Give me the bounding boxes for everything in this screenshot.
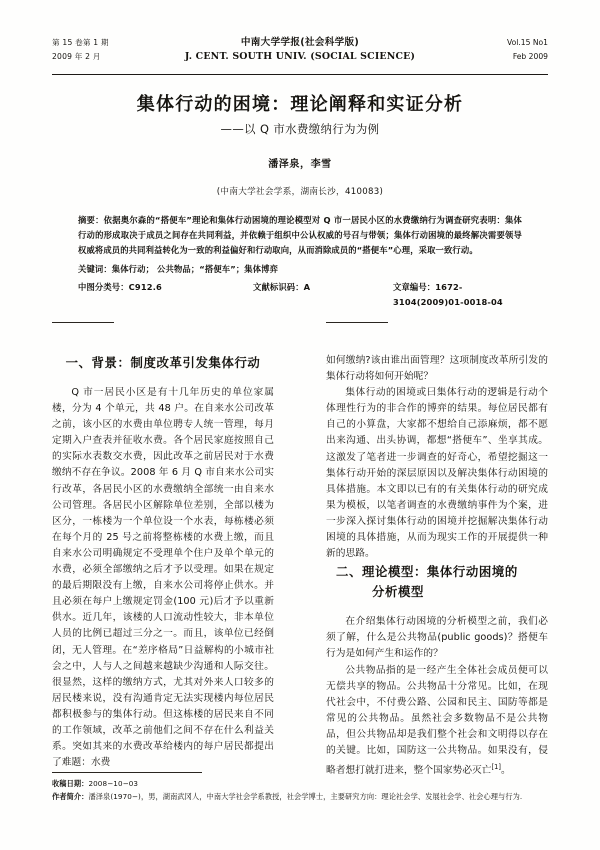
footnote-block [52,778,552,803]
author-bio-line [52,791,552,804]
section-heading-2-line1: 二、理论模型：集体行动困境的 [336,564,518,580]
author-list: 潘泽泉，李雪 [268,159,332,170]
issue-date-en: Feb 2009 [512,51,548,61]
paragraph: Q 市一居民小区是有十几年历史的单位家属楼，分为 4 个单元，共 48 户。在自来水公司改革之前，该小区的水费由单位聘专人统一管理，每月定期入户查表并征收水费。各个居民家庭按照自己的实际水表数交水费，因此改革之前居民对于水费缴纳不存在争议。2008 年 6 月 Q 市自来水公司实行改革，各居民小区的水费缴纳全部统一由自来水公司管理。各居民小区解除单位差别，全部以楼为区分，一栋楼为一个单位设一个水表，每栋楼必须在每个月的 25 号之前将整栋楼的水费上缴，而且自来水公司明确规定不受理单个住户及单个单元的水费，必须全部缴纳之后才予以受理。如果在规定的最后期限没有上缴，自来水公司将停止供水。并且必须在每户上缴规定罚金(100 元)后才予以重新供水。近几年，该楼的人口流动性较大，非本单位人员的比例已超过三分之一。而且，该单位已经倒闭，无人管理。在“差序格局”日益解构的小城市社会之中，人与人之间越来越缺少沟通和人际交往。很显然，这样的缴纳方式，尤其对外来人口较多的居民楼来说，没有沟通肯定无法实现楼内每位居民都积极参与的集体行动。但这栋楼的居民来自不同的工作领域，改革之前他们之间不存在什么利益关系。突如其来的水费改革给楼内的每户居民都提出了难题：水费 [52,387,274,769]
masthead-divider [52,74,548,75]
document-code: 文献标识码：A [253,282,311,293]
masthead-right [507,36,548,63]
footnote-divider [52,772,202,773]
column-rule-right [326,322,388,323]
keywords-line: 关键词：集体行动； 公共物品；“搭便车”；集体博弈 [78,264,279,275]
abstract-block [78,213,522,311]
masthead [52,36,548,72]
body-column-right [326,322,548,779]
received-date-label: 收稿日期： [52,779,89,788]
clc-number: 中图分类号：C912.6 [78,282,162,293]
author-bio-value: 潘泽泉(1970−)，男，湖南武冈人，中南大学社会学系教授，社会学博士，主要研究方向：理论社会学、发展社会学、社会心理与行为. [88,791,523,801]
volume-issue-en: Vol.15 No1 [506,38,548,47]
paragraph: 如何缴纳?该由谁出面管理？这项制度改革所引发的集体行动将如何开始呢？ [326,355,548,383]
classification-line [78,280,522,310]
received-date-value: 2008−10−03 [88,779,139,788]
section-heading-1: 一、背景：制度改革引发集体行动 [65,355,261,370]
title-block [52,92,548,197]
received-date-line [52,778,552,791]
paragraph: 在介绍集体行动困境的分析模型之前，我们必须了解，什么是公共物品(public goods)？搭便车行为是如何产生和运作的？ [326,616,548,660]
journal-title-cn: 中南大学学报(社会科学版) [240,37,360,48]
article-number: 文章编号：1672-3104(2009)01-0018-04 [393,282,503,308]
issue-date-cn: 2009 年 2 月 [52,51,101,61]
paragraph [326,663,548,780]
abstract-text: 摘要：依据奥尔森的“搭便车”理论和集体行动困境的理论模型对 Q 市一居民小区的水费缴纳行为调查研究表明：集体行动的形成取决于成员之间存在共同利益，并依赖于组织中公认权威的号召与带领；集体行动困境的最终解决需要领导权威将成员的共同利益转化为一致的利益偏好和行动取向，从而消除成员的“搭便车”心理，采取一致行动。 [78,215,522,256]
column-rule-left [52,322,114,323]
volume-issue: 第 15 卷第 1 期 [52,38,109,47]
section-heading-2 [326,562,548,602]
author-affiliation: (中南大学社会学系，湖南长沙，410083) [216,187,384,197]
section-heading-2-line2: 分析模型 [372,584,424,600]
paragraph-text: 公共物品指的是一经产生全体社会成员便可以无偿共享的物品。公共物品十分常见。比如，在现代社会中，不付费公路、公园和民主、国防等都是常见的公共物品。虽然社会多数物品不是公共物品，但公共物品却是我们整个社会和文明得以存在的关键。比如，国防这一公共物品。如果没有，侵略者想打就打进来，整个国家势必灭亡 [326,664,548,777]
paragraph-tail: 。 [501,765,511,777]
author-bio-label: 作者简介： [52,791,89,801]
reference-marker[interactable]: [1] [491,763,502,772]
masthead-center [52,36,548,63]
paragraph: 集体行动的困境或曰集体行动的逻辑是行动个体理性行为的非合作的博弈的结果。每位居民都有自己的小算盘，大家都不想给自己添麻烦，都不愿出来沟通、出头协调，都想“搭便车”、坐享其成。这激发了笔者进一步调查的好奇心，希望挖掘这一集体行动开始的深层原因以及解决集体行动困境的具体措施。本文即以已有的有关集体行动的研究成果为模板，以笔者调查的水费缴纳事件为个案，进一步深入探讨集体行动的困境并挖掘解决集体行动困境的具体措施，从而为现实工作的开展提供一种新的思路。 [326,387,548,560]
body-column-left [52,322,274,771]
page-subtitle: ——以 Q 市水费缴纳行为为例 [220,122,380,136]
journal-title-en: J. CENT. SOUTH UNIV. (SOCIAL SCIENCE) [184,50,416,62]
page-title: 集体行动的困境：理论阐释和实证分析 [136,94,464,115]
